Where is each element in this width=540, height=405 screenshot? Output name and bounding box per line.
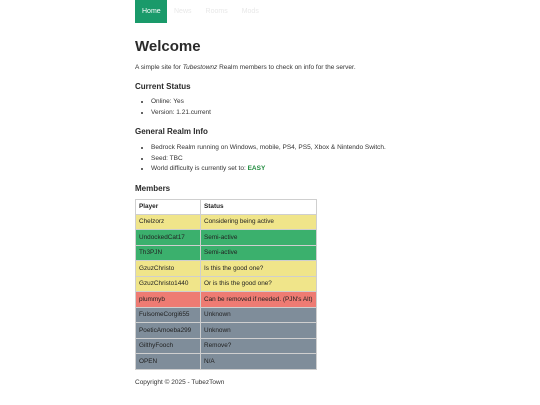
column-header-player: Player xyxy=(136,199,201,214)
nav-mods[interactable]: Mods xyxy=(241,8,259,15)
members-table-body xyxy=(136,214,317,369)
member-status: Semi-active xyxy=(201,230,317,246)
member-player: GilthyFooch xyxy=(136,338,201,354)
table-row xyxy=(136,307,317,323)
intro-text xyxy=(135,64,405,71)
main-content xyxy=(135,38,405,386)
member-player: FulsomeCorgi655 xyxy=(136,307,201,323)
member-player: Chelzorz xyxy=(136,214,201,230)
nav-rooms[interactable]: Rooms xyxy=(205,8,228,15)
table-row xyxy=(136,354,317,370)
realm-seed: • Seed: TBC xyxy=(151,154,405,165)
top-nav xyxy=(135,0,266,23)
realm-heading: General Realm Info xyxy=(135,127,208,136)
member-status: Remove? xyxy=(201,338,317,354)
member-status: N/A xyxy=(201,354,317,370)
table-row xyxy=(136,214,317,230)
member-status: Considering being active xyxy=(201,214,317,230)
status-list xyxy=(135,97,405,118)
difficulty-value: EASY xyxy=(247,165,266,172)
member-status: Unknown xyxy=(201,323,317,339)
nav-home[interactable]: Home xyxy=(135,0,167,23)
table-row xyxy=(136,276,317,292)
nav-news[interactable]: News xyxy=(174,8,192,15)
member-player: GzuzChristo1440 xyxy=(136,276,201,292)
realm-list xyxy=(135,143,405,175)
column-header-status: Status xyxy=(201,199,317,214)
table-header-row xyxy=(136,199,317,214)
table-row xyxy=(136,261,317,277)
status-version: • Version: 1.21.current xyxy=(151,108,405,119)
table-row xyxy=(136,323,317,339)
table-row xyxy=(136,230,317,246)
difficulty-label: World difficulty is currently set to: xyxy=(151,165,248,172)
realm-difficulty xyxy=(151,164,405,175)
member-player: OPEN xyxy=(136,354,201,370)
realm-platforms: • Bedrock Realm running on Windows, mobile, PS4, PS5, Xbox & Nintendo Switch. xyxy=(151,143,405,154)
member-player: UndockedCat17 xyxy=(136,230,201,246)
members-heading: Members xyxy=(135,183,171,193)
copyright-footer: Copyright © 2025 - TubezTown xyxy=(135,378,225,386)
member-status: Or is this the good one? xyxy=(201,276,317,292)
intro-server-name: Tubestownz xyxy=(182,64,218,71)
member-status: Can be removed if needed. (PJN's Alt) xyxy=(201,292,317,308)
member-player: PoeticAmoeba299 xyxy=(136,323,201,339)
table-row xyxy=(136,245,317,261)
status-heading: Current Status xyxy=(135,82,191,91)
member-player: Th3PJN xyxy=(136,245,201,261)
intro-prefix: A simple site for xyxy=(135,64,183,71)
member-player: GzuzChristo xyxy=(136,261,201,277)
member-status: Unknown xyxy=(201,307,317,323)
member-status: Is this the good one? xyxy=(201,261,317,277)
status-online: • Online: Yes xyxy=(151,97,405,108)
table-row xyxy=(136,292,317,308)
page-title: Welcome xyxy=(135,38,201,55)
members-table xyxy=(135,199,317,370)
member-status: Semi-active xyxy=(201,245,317,261)
table-row xyxy=(136,338,317,354)
member-player: plummyb xyxy=(136,292,201,308)
intro-suffix: Realm members to check on info for the server. xyxy=(217,64,356,71)
